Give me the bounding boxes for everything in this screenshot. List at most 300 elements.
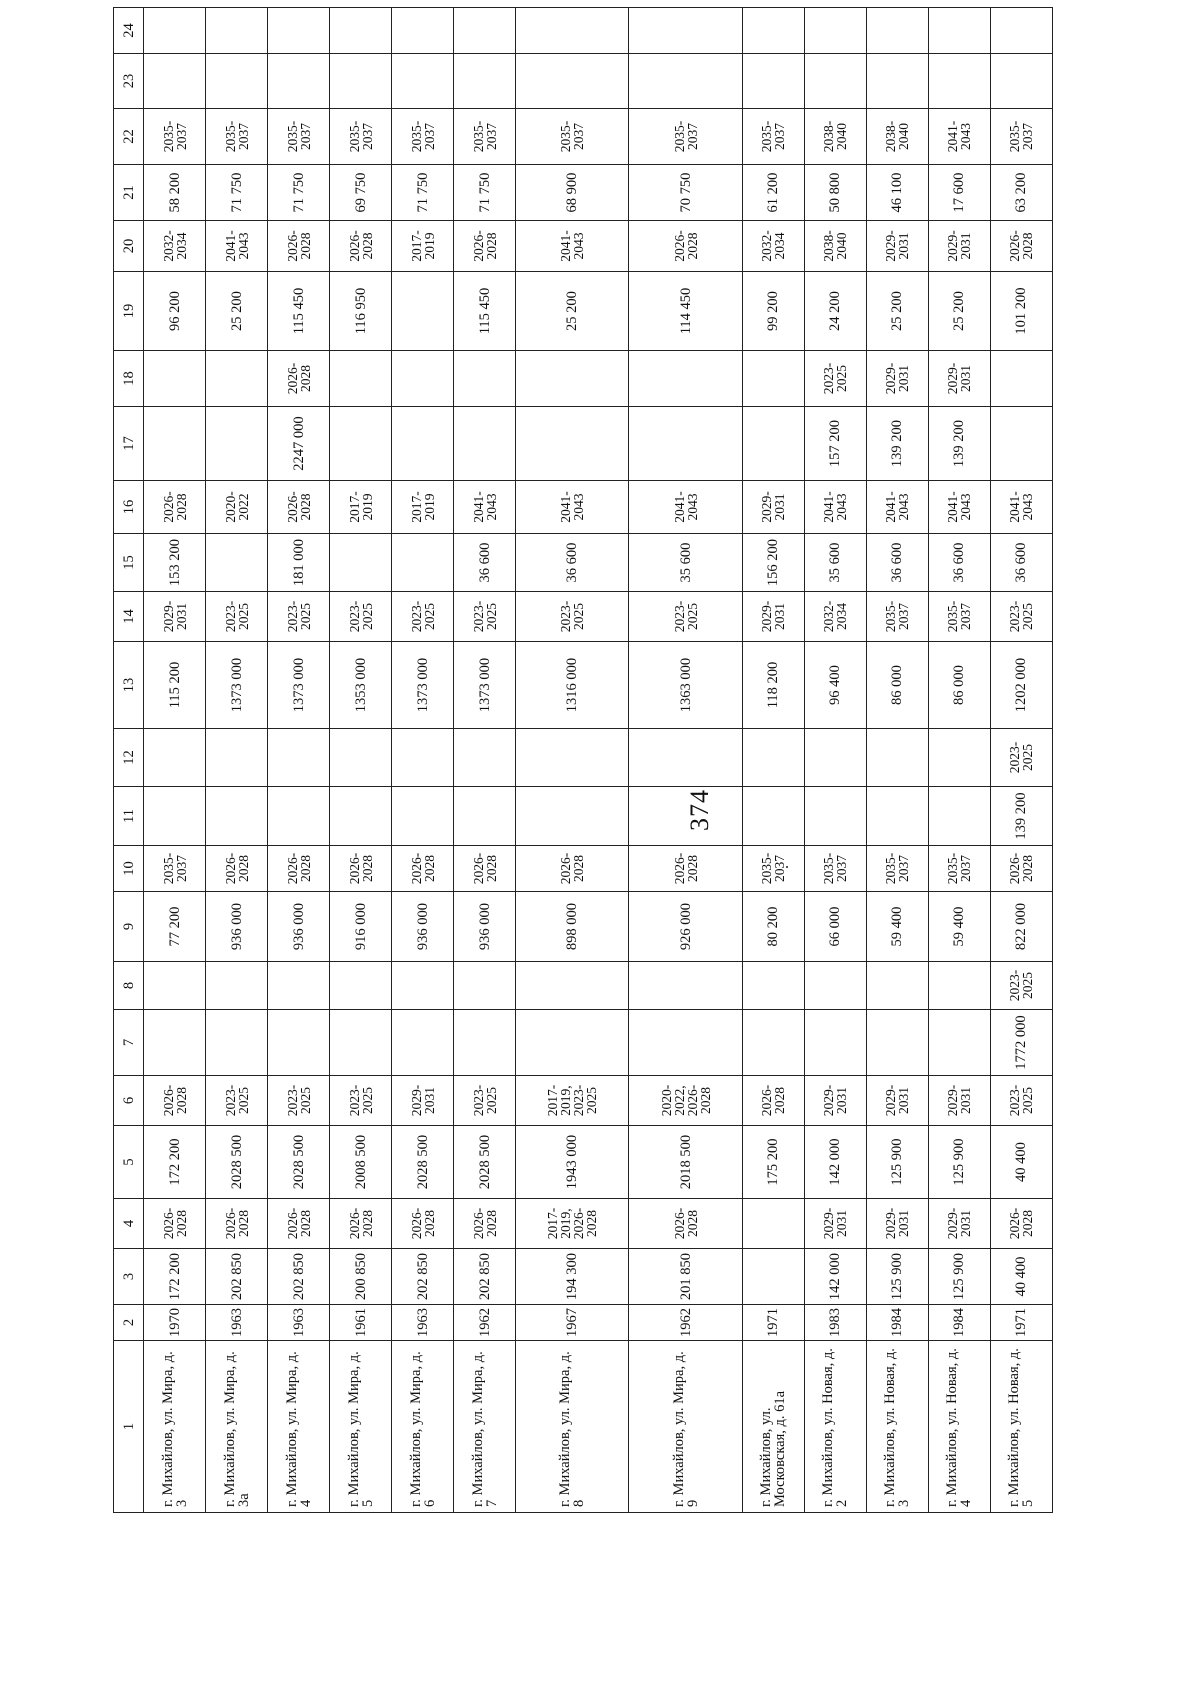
column-number-22: 22 bbox=[114, 109, 144, 165]
table-cell: 2018 500 bbox=[629, 1126, 742, 1199]
table-cell bbox=[392, 351, 454, 407]
column-number-8: 8 bbox=[114, 962, 144, 1010]
table-cell: 1373 000 bbox=[206, 642, 268, 729]
table-cell: 99 200 bbox=[742, 272, 804, 351]
table-cell: 70 750 bbox=[629, 165, 742, 221]
table-cell: 2026-2028 bbox=[629, 1199, 742, 1249]
table-cell bbox=[742, 729, 804, 787]
table-cell: 2035-2037 bbox=[454, 109, 516, 165]
table-cell: 2029-2031 bbox=[742, 481, 804, 534]
table-row bbox=[144, 8, 206, 1513]
table-cell: 2023-2025 bbox=[268, 1076, 330, 1126]
table-cell: 66 000 bbox=[804, 892, 866, 962]
table-cell: 59 400 bbox=[928, 892, 990, 962]
table-cell: 2026-2028 bbox=[144, 1076, 206, 1126]
column-number-9: 9 bbox=[114, 892, 144, 962]
table-cell: 898 000 bbox=[516, 892, 629, 962]
table-cell: 2035-2037 bbox=[928, 846, 990, 892]
table-cell: 1970 bbox=[144, 1305, 206, 1341]
column-number-2: 2 bbox=[114, 1305, 144, 1341]
table-cell: 2032-2034 bbox=[804, 592, 866, 642]
table-cell: 2035-2037 bbox=[928, 592, 990, 642]
column-number-7: 7 bbox=[114, 1010, 144, 1076]
table-cell: 2038-2040 bbox=[804, 221, 866, 272]
table-cell: 2017-2019, 2026-2028 bbox=[516, 1199, 629, 1249]
table-cell bbox=[928, 962, 990, 1010]
table-cell: 2023-2025 bbox=[629, 592, 742, 642]
table-cell: 201 850 bbox=[629, 1249, 742, 1305]
table-cell: 2017-2019 bbox=[392, 481, 454, 534]
table-cell: 2035-2037 bbox=[144, 846, 206, 892]
table-cell: 1963 bbox=[392, 1305, 454, 1341]
table-cell bbox=[268, 962, 330, 1010]
address-cell: г. Михайлов, ул. Мира, д. 5 bbox=[330, 1341, 392, 1513]
table-cell: 1373 000 bbox=[268, 642, 330, 729]
table-cell: 59 400 bbox=[866, 892, 928, 962]
table-cell: 1984 bbox=[866, 1305, 928, 1341]
table-cell bbox=[454, 787, 516, 846]
table-cell bbox=[454, 729, 516, 787]
table-cell: 35 600 bbox=[804, 534, 866, 592]
table-cell: 36 600 bbox=[866, 534, 928, 592]
table-cell: 1963 bbox=[206, 1305, 268, 1341]
column-number-18: 18 bbox=[114, 351, 144, 407]
table-cell bbox=[392, 534, 454, 592]
table-cell: 2032-2034 bbox=[742, 221, 804, 272]
table-cell bbox=[330, 534, 392, 592]
table-cell: 202 850 bbox=[454, 1249, 516, 1305]
table-cell: 2023-2025 bbox=[454, 592, 516, 642]
column-number-12: 12 bbox=[114, 729, 144, 787]
table-cell: 2026-2028 bbox=[454, 846, 516, 892]
table-cell bbox=[268, 8, 330, 54]
table-cell: 2023-2025 bbox=[206, 592, 268, 642]
table-cell: 2026-2028 bbox=[990, 846, 1052, 892]
table-cell bbox=[804, 787, 866, 846]
table-cell bbox=[392, 54, 454, 109]
table-cell: 63 200 bbox=[990, 165, 1052, 221]
table-body bbox=[144, 8, 1053, 1513]
table-cell: 2026-2028 bbox=[330, 1199, 392, 1249]
table-cell: 157 200 bbox=[804, 407, 866, 481]
table-cell bbox=[144, 8, 206, 54]
table-cell bbox=[804, 8, 866, 54]
column-number-20: 20 bbox=[114, 221, 144, 272]
table-cell bbox=[629, 729, 742, 787]
table-cell bbox=[629, 54, 742, 109]
table-cell: 2041-2043 bbox=[454, 481, 516, 534]
address-cell: г. Михайлов, ул. Мира, д. 7 bbox=[454, 1341, 516, 1513]
table-cell bbox=[629, 351, 742, 407]
table-cell: 115 450 bbox=[268, 272, 330, 351]
table-cell bbox=[866, 1010, 928, 1076]
table-cell bbox=[629, 8, 742, 54]
table-cell: 1983 bbox=[804, 1305, 866, 1341]
table-cell: 2026-2028 bbox=[268, 221, 330, 272]
column-number-14: 14 bbox=[114, 592, 144, 642]
table-cell: 2023-2025 bbox=[392, 592, 454, 642]
column-number-3: 3 bbox=[114, 1249, 144, 1305]
table-cell bbox=[268, 787, 330, 846]
table-cell: 2017-2019, 2023-2025 bbox=[516, 1076, 629, 1126]
column-number-13: 13 bbox=[114, 642, 144, 729]
table-cell bbox=[804, 729, 866, 787]
table-cell bbox=[629, 962, 742, 1010]
table-cell: 2023-2025 bbox=[990, 962, 1052, 1010]
table-cell bbox=[804, 1010, 866, 1076]
table-cell: 2017-2019 bbox=[330, 481, 392, 534]
table-cell: 71 750 bbox=[454, 165, 516, 221]
table-cell: 50 800 bbox=[804, 165, 866, 221]
table-cell: 71 750 bbox=[268, 165, 330, 221]
table-cell: 2026-2028 bbox=[330, 221, 392, 272]
table-cell: 2026-2028 bbox=[268, 351, 330, 407]
table-cell bbox=[742, 54, 804, 109]
column-number-21: 21 bbox=[114, 165, 144, 221]
table-cell: 2026-2028 bbox=[268, 481, 330, 534]
table-cell: 125 900 bbox=[866, 1126, 928, 1199]
table-cell: 40 400 bbox=[990, 1249, 1052, 1305]
table-cell: 1373 000 bbox=[392, 642, 454, 729]
table-cell: 172 200 bbox=[144, 1249, 206, 1305]
table-cell: 175 200 bbox=[742, 1126, 804, 1199]
table-cell bbox=[629, 407, 742, 481]
table-cell bbox=[144, 787, 206, 846]
table-cell bbox=[742, 8, 804, 54]
table-cell: 1967 bbox=[516, 1305, 629, 1341]
table-cell: 2035-2037 bbox=[990, 109, 1052, 165]
table-cell: 2026-2028 bbox=[330, 846, 392, 892]
table-cell bbox=[866, 729, 928, 787]
column-number-24: 24 bbox=[114, 8, 144, 54]
table-cell: 2041-2043 bbox=[990, 481, 1052, 534]
table-cell bbox=[990, 8, 1052, 54]
column-number-11: 11 bbox=[114, 787, 144, 846]
table-cell bbox=[928, 8, 990, 54]
table-cell bbox=[742, 351, 804, 407]
table-cell bbox=[928, 787, 990, 846]
table-cell: 2029-2031 bbox=[866, 221, 928, 272]
table-cell: 2035-2037 bbox=[392, 109, 454, 165]
column-number-10: 10 bbox=[114, 846, 144, 892]
table-cell bbox=[392, 787, 454, 846]
table-cell bbox=[454, 407, 516, 481]
table-cell: 1961 bbox=[330, 1305, 392, 1341]
table-cell: 2035-2037 bbox=[516, 109, 629, 165]
table-cell bbox=[742, 407, 804, 481]
table-cell: 36 600 bbox=[928, 534, 990, 592]
table-cell bbox=[392, 962, 454, 1010]
table-cell: 2029-2031 bbox=[866, 351, 928, 407]
table-cell: 194 300 bbox=[516, 1249, 629, 1305]
table-cell: 2023-2025 bbox=[804, 351, 866, 407]
table-cell: 2041-2043 bbox=[866, 481, 928, 534]
table-cell: 1363 000 bbox=[629, 642, 742, 729]
table-row bbox=[928, 8, 990, 1513]
column-number-6: 6 bbox=[114, 1076, 144, 1126]
table-cell: 71 750 bbox=[206, 165, 268, 221]
table-cell: 2026-2028 bbox=[206, 846, 268, 892]
table-cell bbox=[866, 8, 928, 54]
table-cell: 2035-2037 bbox=[268, 109, 330, 165]
table-cell: 202 850 bbox=[206, 1249, 268, 1305]
table-cell bbox=[392, 407, 454, 481]
table-cell: 1963 bbox=[268, 1305, 330, 1341]
table-cell: 2035-2037 bbox=[330, 109, 392, 165]
table-row bbox=[206, 8, 268, 1513]
table-cell: 77 200 bbox=[144, 892, 206, 962]
table-cell: 2041-2043 bbox=[629, 481, 742, 534]
table-cell: 36 600 bbox=[990, 534, 1052, 592]
table-cell bbox=[742, 962, 804, 1010]
table-cell bbox=[516, 962, 629, 1010]
table-cell: 156 200 bbox=[742, 534, 804, 592]
table-cell bbox=[516, 787, 629, 846]
table-row bbox=[629, 8, 742, 1513]
address-cell: г. Михайлов, ул. Новая, д. 3 bbox=[866, 1341, 928, 1513]
table-cell bbox=[330, 54, 392, 109]
table-cell bbox=[454, 54, 516, 109]
table-cell: 2035-2037 bbox=[742, 846, 804, 892]
table-cell: 1962 bbox=[454, 1305, 516, 1341]
table-cell: 2023-2025 bbox=[330, 1076, 392, 1126]
table-cell: 2029-2031 bbox=[866, 1076, 928, 1126]
table-row bbox=[990, 8, 1052, 1513]
table-cell: 2032-2034 bbox=[144, 221, 206, 272]
table-cell: 2035-2037 bbox=[742, 109, 804, 165]
table-cell: 2041-2043 bbox=[206, 221, 268, 272]
table-row bbox=[268, 8, 330, 1513]
address-cell: г. Михайлов, ул. Новая, д. 2 bbox=[804, 1341, 866, 1513]
table-cell: 1353 000 bbox=[330, 642, 392, 729]
table-cell: 936 000 bbox=[206, 892, 268, 962]
table-cell: 2026-2028 bbox=[268, 846, 330, 892]
table-cell: 2029-2031 bbox=[928, 351, 990, 407]
table-cell: 86 000 bbox=[928, 642, 990, 729]
table-cell: 2023-2025 bbox=[330, 592, 392, 642]
table-cell: 2035-2037 bbox=[804, 846, 866, 892]
table-cell: 139 200 bbox=[928, 407, 990, 481]
table-cell: 125 900 bbox=[866, 1249, 928, 1305]
rotated-table-container bbox=[113, 23, 1053, 1513]
table-cell bbox=[206, 962, 268, 1010]
table-cell: 86 000 bbox=[866, 642, 928, 729]
table-cell: 2247 000 bbox=[268, 407, 330, 481]
table-cell: 2023-2025 bbox=[268, 592, 330, 642]
table-cell: 24 200 bbox=[804, 272, 866, 351]
table-cell: 71 750 bbox=[392, 165, 454, 221]
table-cell: 2029-2031 bbox=[742, 592, 804, 642]
table-cell bbox=[330, 729, 392, 787]
table-cell: 1202 000 bbox=[990, 642, 1052, 729]
table-row bbox=[516, 8, 629, 1513]
table-cell: 125 900 bbox=[928, 1249, 990, 1305]
table-cell: 2029-2031 bbox=[928, 1199, 990, 1249]
table-cell bbox=[392, 272, 454, 351]
table-cell bbox=[206, 1010, 268, 1076]
table-cell: 25 200 bbox=[516, 272, 629, 351]
table-cell: 2026-2028 bbox=[144, 481, 206, 534]
table-cell: 2038-2040 bbox=[804, 109, 866, 165]
table-row bbox=[330, 8, 392, 1513]
table-cell bbox=[990, 407, 1052, 481]
column-number-17: 17 bbox=[114, 407, 144, 481]
table-cell: 172 200 bbox=[144, 1126, 206, 1199]
table-cell: 2026-2028 bbox=[144, 1199, 206, 1249]
table-cell: 936 000 bbox=[454, 892, 516, 962]
table-cell bbox=[866, 787, 928, 846]
table-cell bbox=[866, 962, 928, 1010]
table-cell bbox=[330, 351, 392, 407]
table-cell: 2026-2028 bbox=[268, 1199, 330, 1249]
address-cell: г. Михайлов, ул. Новая, д. 5 bbox=[990, 1341, 1052, 1513]
table-cell bbox=[330, 407, 392, 481]
table-cell: 2028 500 bbox=[268, 1126, 330, 1199]
table-cell bbox=[206, 54, 268, 109]
table-cell bbox=[804, 54, 866, 109]
table-cell: 2029-2031 bbox=[928, 1076, 990, 1126]
table-cell: 116 950 bbox=[330, 272, 392, 351]
table-cell bbox=[928, 729, 990, 787]
table-cell: 2020-2022, 2026-2028 bbox=[629, 1076, 742, 1126]
table-cell: 1772 000 bbox=[990, 1010, 1052, 1076]
table-cell bbox=[206, 729, 268, 787]
column-number-15: 15 bbox=[114, 534, 144, 592]
column-number-1: 1 bbox=[114, 1341, 144, 1513]
table-cell: 2035-2037 bbox=[206, 109, 268, 165]
table-row bbox=[804, 8, 866, 1513]
table-cell: 181 000 bbox=[268, 534, 330, 592]
table-cell: 125 900 bbox=[928, 1126, 990, 1199]
table-cell: 2028 500 bbox=[454, 1126, 516, 1199]
table-cell: 114 450 bbox=[629, 272, 742, 351]
table-cell: 96 400 bbox=[804, 642, 866, 729]
table-cell bbox=[454, 1010, 516, 1076]
table-cell: 2035-2037 bbox=[629, 109, 742, 165]
table-cell: 2026-2028 bbox=[206, 1199, 268, 1249]
table-cell bbox=[990, 54, 1052, 109]
table-cell bbox=[742, 787, 804, 846]
table-cell bbox=[144, 962, 206, 1010]
table-cell: 115 450 bbox=[454, 272, 516, 351]
table-cell: 36 600 bbox=[454, 534, 516, 592]
table-cell: 58 200 bbox=[144, 165, 206, 221]
table-cell bbox=[629, 1010, 742, 1076]
table-cell bbox=[330, 787, 392, 846]
page-number: 374 bbox=[685, 789, 714, 831]
table-cell: 2041-2043 bbox=[928, 109, 990, 165]
table-cell: 2008 500 bbox=[330, 1126, 392, 1199]
column-number-16: 16 bbox=[114, 481, 144, 534]
table-cell bbox=[206, 351, 268, 407]
table-cell: 139 200 bbox=[990, 787, 1052, 846]
table-cell: 96 200 bbox=[144, 272, 206, 351]
table-cell: 2041-2043 bbox=[804, 481, 866, 534]
table-cell: 2041-2043 bbox=[516, 221, 629, 272]
table-cell: 2029-2031 bbox=[804, 1199, 866, 1249]
table-cell bbox=[516, 351, 629, 407]
table-cell: 139 200 bbox=[866, 407, 928, 481]
column-number-23: 23 bbox=[114, 54, 144, 109]
table-cell: 1971 bbox=[990, 1305, 1052, 1341]
table-cell: 1373 000 bbox=[454, 642, 516, 729]
table-cell: 2026-2028 bbox=[742, 1076, 804, 1126]
table-cell bbox=[454, 8, 516, 54]
table-cell: 2038-2040 bbox=[866, 109, 928, 165]
table-cell: 1962 bbox=[629, 1305, 742, 1341]
table-cell bbox=[742, 1249, 804, 1305]
table-cell: 25 200 bbox=[928, 272, 990, 351]
table-cell: 2026-2028 bbox=[392, 846, 454, 892]
table-cell: 2020-2022 bbox=[206, 481, 268, 534]
table-cell: 118 200 bbox=[742, 642, 804, 729]
table-cell: 200 850 bbox=[330, 1249, 392, 1305]
table-cell: 2026-2028 bbox=[990, 1199, 1052, 1249]
table-cell: 2023-2025 bbox=[990, 592, 1052, 642]
table-cell bbox=[990, 351, 1052, 407]
column-number-4: 4 bbox=[114, 1199, 144, 1249]
table-cell bbox=[144, 54, 206, 109]
table-cell bbox=[866, 54, 928, 109]
table-cell: 2026-2028 bbox=[454, 221, 516, 272]
table-cell bbox=[804, 962, 866, 1010]
table-cell: 2029-2031 bbox=[866, 1199, 928, 1249]
table-cell bbox=[516, 407, 629, 481]
table-cell bbox=[206, 787, 268, 846]
table-cell bbox=[330, 962, 392, 1010]
column-number-header-row bbox=[114, 8, 144, 1513]
table-cell: 2023-2025 bbox=[990, 1076, 1052, 1126]
table-cell: 153 200 bbox=[144, 534, 206, 592]
table-cell: 2026-2028 bbox=[990, 221, 1052, 272]
table-cell: 17 600 bbox=[928, 165, 990, 221]
table-cell: 2029-2031 bbox=[928, 221, 990, 272]
table-cell: 2041-2043 bbox=[516, 481, 629, 534]
table-cell: 2029-2031 bbox=[392, 1076, 454, 1126]
table-row bbox=[742, 8, 804, 1513]
table-cell: 202 850 bbox=[392, 1249, 454, 1305]
table-cell bbox=[454, 962, 516, 1010]
table-cell bbox=[144, 407, 206, 481]
table-cell bbox=[330, 8, 392, 54]
table-cell: 2029-2031 bbox=[804, 1076, 866, 1126]
table-cell: 936 000 bbox=[268, 892, 330, 962]
address-cell: г. Михайлов, ул. Мира, д. 4 bbox=[268, 1341, 330, 1513]
table-cell: 2026-2028 bbox=[392, 1199, 454, 1249]
table-cell: 1316 000 bbox=[516, 642, 629, 729]
table-cell: 80 200 bbox=[742, 892, 804, 962]
table-cell bbox=[206, 8, 268, 54]
table-cell: 2028 500 bbox=[206, 1126, 268, 1199]
address-cell: г. Михайлов, ул. Мира, д. 6 bbox=[392, 1341, 454, 1513]
address-cell: г. Михайлов, ул. Мира, д. 3а bbox=[206, 1341, 268, 1513]
table-cell: 2035-2037 bbox=[866, 846, 928, 892]
table-cell bbox=[144, 351, 206, 407]
table-cell bbox=[144, 1010, 206, 1076]
address-cell: г. Михайлов, ул. Московская, д. 61а bbox=[742, 1341, 804, 1513]
table-cell bbox=[268, 54, 330, 109]
table-cell: 1984 bbox=[928, 1305, 990, 1341]
table-cell bbox=[516, 8, 629, 54]
table-cell: 1971 bbox=[742, 1305, 804, 1341]
table-cell bbox=[629, 787, 742, 846]
table-cell bbox=[516, 54, 629, 109]
table-cell: 142 000 bbox=[804, 1126, 866, 1199]
table-cell bbox=[454, 351, 516, 407]
table-cell: 2041-2043 bbox=[928, 481, 990, 534]
table-cell bbox=[392, 8, 454, 54]
table-cell: 2017-2019 bbox=[392, 221, 454, 272]
